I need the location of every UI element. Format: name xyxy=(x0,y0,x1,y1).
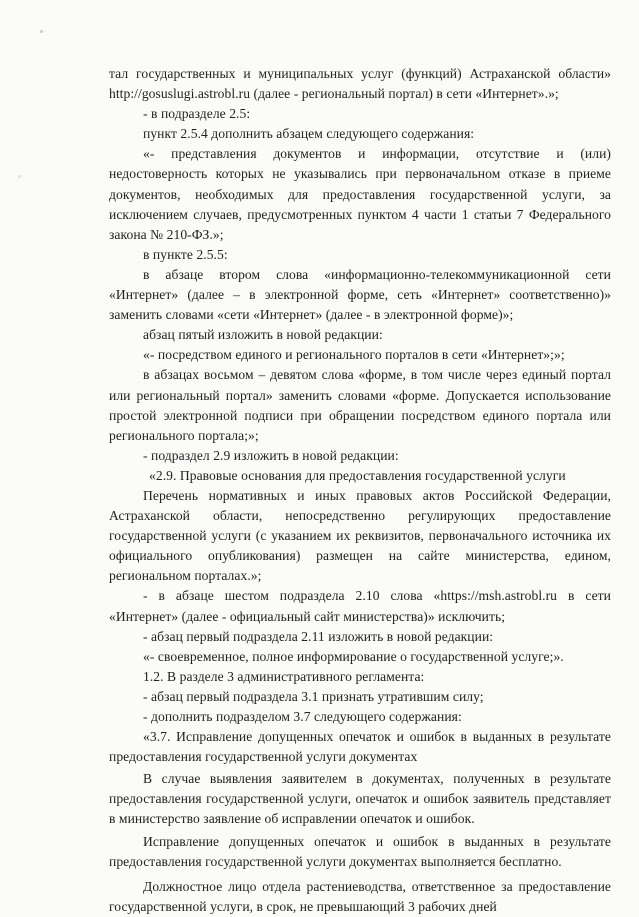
document-paragraph: - в абзаце шестом подраздела 2.10 слова «https://msh.astrobl.ru в сети «Интернет» (далее - официальный сайт министерства)» исключить; xyxy=(109,588,611,624)
document-paragraph: - дополнить подразделом 3.7 следующего содержания: xyxy=(143,709,462,724)
document-paragraph: пункт 2.5.4 дополнить абзацем следующего содержания: xyxy=(143,126,475,142)
document-paragraph: - абзац первый подраздела 3.1 признать утратившим силу; xyxy=(143,688,484,704)
document-paragraph: - подраздел 2.9 изложить в новой редакции: xyxy=(143,447,399,463)
document-paragraph: в абзацах восьмом – девятом слова «форме, в том числе через единый портал или региональный портал» заменить словами «форме. Допускается использование простой электронной подписи при обращении посредством единого портала или регионального портала;»; xyxy=(109,367,611,443)
document-paragraph: «2.9. Правовые основания для предоставления государственной услуги xyxy=(149,467,566,483)
document-paragraph: абзац пятый изложить в новой редакции: xyxy=(143,327,383,343)
document-page xyxy=(109,64,611,917)
document-paragraph: В случае выявления заявителем в документах, полученных в результате предоставления государственной услуги, опечаток и ошибок заявитель представляет в министерство заявление об исправлении опечаток и ошибок. xyxy=(109,771,611,827)
document-paragraph: Исправление допущенных опечаток и ошибок в выданных в результате предоставления государственной услуги документах выполняется бесплатно. xyxy=(109,833,611,869)
document-paragraph: «3.7. Исправление допущенных опечаток и ошибок в выданных в результате предоставления государственной услуги документах xyxy=(109,729,611,765)
scan-speck xyxy=(40,30,43,33)
document-paragraph: - в подразделе 2.5: xyxy=(143,106,251,122)
document-paragraph: в абзаце втором слова «информационно-телекоммуникационной сети «Интернет» (далее – в электронной форме, сеть «Интернет» соответственно)» заменить словами «сети «Интернет» (далее - в электронной форме)»; xyxy=(109,266,611,323)
scan-speck xyxy=(18,175,21,178)
document-paragraph: «- посредством единого и регионального порталов в сети «Интернет»;»; xyxy=(143,347,565,363)
document-paragraph: тал государственных и муниципальных услуг (функций) Астраханской области» http://gosuslugi.astrobl.ru (далее - региональный портал) в сети «Интернет».»; xyxy=(109,66,611,102)
document-paragraph: «- своевременное, полное информирование о государственной услуге;». xyxy=(143,648,564,664)
document-paragraph: Перечень нормативных и иных правовых актов Российской Федерации, Астраханской области, непосредственно регулирующих предоставление государственной услуги (с указанием их реквизитов, первоначального источника их официального опубликования) размещен на сайте министерства, едином, региональном порталах.»; xyxy=(109,487,611,584)
document-paragraph: - абзац первый подраздела 2.11 изложить в новой редакции: xyxy=(143,628,494,644)
document-paragraph: 1.2. В разделе 3 административного регламента: xyxy=(143,668,425,684)
document-paragraph: Должностное лицо отдела растениеводства, ответственное за предоставление государственной услуги, в срок, не превышающий 3 рабочих дней xyxy=(109,878,611,914)
document-paragraph: в пункте 2.5.5: xyxy=(143,246,228,262)
document-paragraph: «- представления документов и информации, отсутствие и (или) недостоверность которых не указывались при первоначальном отказе в приеме документов, необходимых для предоставления государственной услуги, за исключением случаев, предусмотренных пунктом 4 части 1 статьи 7 Федерального закона № 210-ФЗ.»; xyxy=(109,146,611,242)
